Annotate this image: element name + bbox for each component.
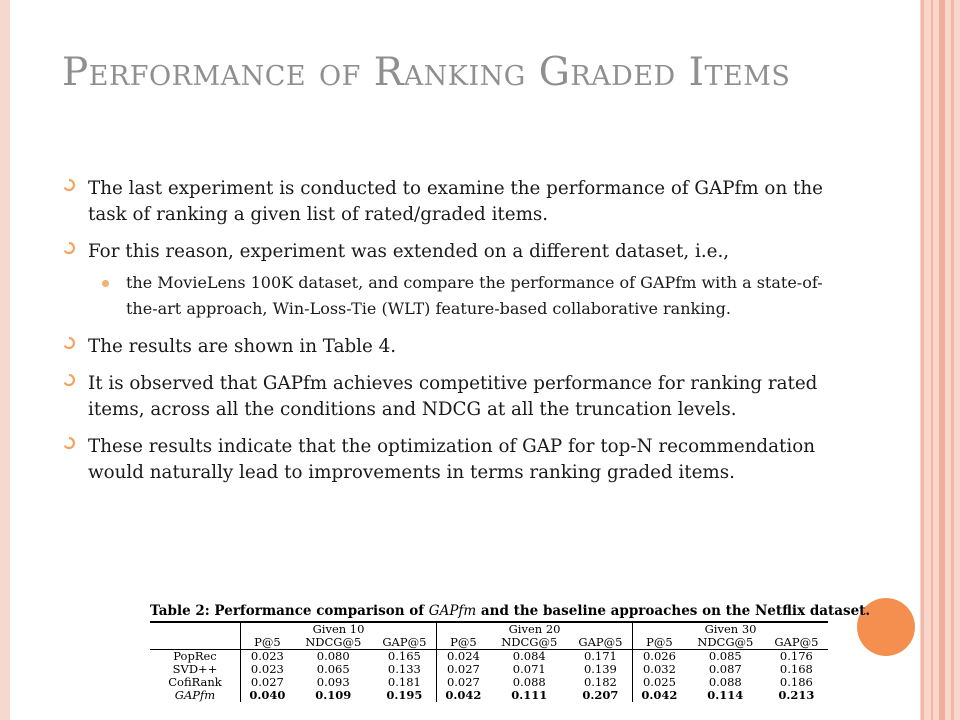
bullet-item <box>62 334 832 360</box>
metric-header: P@5 <box>437 636 490 650</box>
method-cell: CofiRank <box>168 675 222 689</box>
table-metric-header-row <box>150 636 828 650</box>
sub-bullet-text: the MovieLens 100K dataset, and compare the performance of GAPfm with a state-of-the-art approach, Win-Loss-Tie (WLT) feature-based collaborative ranking. <box>126 273 823 318</box>
frame-stripe <box>921 0 924 720</box>
value-cell: 0.071 <box>512 662 546 676</box>
metric-header: GAP@5 <box>382 635 427 649</box>
caption-method-name: GAPfm <box>428 603 477 619</box>
value-cell: 0.171 <box>583 649 617 663</box>
value-cell: 0.088 <box>708 675 742 689</box>
method-cell: SVD++ <box>172 662 218 676</box>
value-cell: 0.087 <box>708 662 742 676</box>
value-cell: 0.027 <box>437 676 490 689</box>
value-cell: 0.168 <box>779 662 813 676</box>
metric-header: NDCG@5 <box>501 635 558 649</box>
frame-stripe <box>939 0 945 720</box>
value-cell: 0.186 <box>779 675 813 689</box>
value-cell: 0.176 <box>779 649 813 663</box>
value-cell: 0.023 <box>241 663 294 676</box>
bullet-icon <box>62 178 76 192</box>
method-cell: GAPfm <box>174 688 216 702</box>
value-cell: 0.111 <box>511 688 548 702</box>
value-cell: 0.207 <box>582 688 619 702</box>
value-cell: 0.042 <box>633 689 686 702</box>
left-frame-strip <box>0 0 10 720</box>
metric-header: P@5 <box>633 636 686 650</box>
value-cell: 0.109 <box>315 688 352 702</box>
bullet-icon <box>62 436 76 450</box>
table-row <box>150 689 828 702</box>
value-cell: 0.088 <box>512 675 546 689</box>
table-caption <box>150 603 871 619</box>
table-group-header-row <box>150 622 828 636</box>
bullet-item <box>62 176 832 228</box>
value-cell: 0.165 <box>387 649 421 663</box>
metric-header: GAP@5 <box>774 635 819 649</box>
frame-stripe <box>951 0 954 720</box>
results-table <box>150 621 828 702</box>
bullet-text: These results indicate that the optimization of GAP for top-N recommendation would naturally lead to improvements in terms ranking graded items. <box>88 436 816 483</box>
group-header: Given 30 <box>633 622 828 636</box>
bullet-item <box>62 371 832 423</box>
value-cell: 0.139 <box>583 662 617 676</box>
caption-text: Table 2: Performance comparison of <box>150 603 429 619</box>
value-cell: 0.195 <box>386 688 423 702</box>
value-cell: 0.080 <box>316 649 350 663</box>
bullet-icon <box>62 336 76 350</box>
value-cell: 0.042 <box>437 689 490 702</box>
value-cell: 0.024 <box>437 650 490 664</box>
sub-bullet-dot-icon <box>102 280 109 287</box>
value-cell: 0.182 <box>583 675 617 689</box>
bullet-text: For this reason, experiment was extended on a different dataset, i.e., <box>88 241 730 262</box>
value-cell: 0.040 <box>241 689 294 702</box>
results-table-figure <box>150 603 871 702</box>
value-cell: 0.027 <box>437 663 490 676</box>
frame-stripe <box>931 0 933 720</box>
value-cell: 0.032 <box>633 663 686 676</box>
value-cell: 0.027 <box>241 676 294 689</box>
table-header-cell <box>150 636 241 650</box>
value-cell: 0.065 <box>316 662 350 676</box>
value-cell: 0.093 <box>316 675 350 689</box>
metric-header: P@5 <box>241 636 294 650</box>
value-cell: 0.023 <box>241 650 294 664</box>
metric-header: NDCG@5 <box>697 635 754 649</box>
table-row <box>150 650 828 664</box>
value-cell: 0.181 <box>387 675 421 689</box>
method-cell: PopRec <box>173 649 217 663</box>
bullet-icon <box>62 373 76 387</box>
value-cell: 0.084 <box>512 649 546 663</box>
caption-text: and the baseline approaches on the Netflix dataset. <box>476 603 871 619</box>
slide-title: Performance of Ranking Graded Items <box>62 50 791 95</box>
value-cell: 0.133 <box>387 662 421 676</box>
bullet-text: It is observed that GAPfm achieves competitive performance for ranking rated items, across all the conditions and NDCG at all the truncation levels. <box>88 373 818 420</box>
slide-body <box>62 176 832 497</box>
value-cell: 0.026 <box>633 650 686 664</box>
value-cell: 0.025 <box>633 676 686 689</box>
value-cell: 0.213 <box>778 688 815 702</box>
metric-header: GAP@5 <box>578 635 623 649</box>
value-cell: 0.085 <box>708 649 742 663</box>
bullet-item <box>62 434 832 486</box>
sub-bullet-item <box>62 270 832 322</box>
bullet-item <box>62 239 832 265</box>
bullet-icon <box>62 241 76 255</box>
table-header-cell <box>150 622 241 636</box>
value-cell: 0.114 <box>707 688 744 702</box>
bullet-text: The last experiment is conducted to examine the performance of GAPfm on the task of ranking a given list of rated/graded items. <box>88 178 823 225</box>
group-header: Given 20 <box>437 622 633 636</box>
group-header: Given 10 <box>241 622 437 636</box>
metric-header: NDCG@5 <box>305 635 362 649</box>
bullet-text: The results are shown in Table 4. <box>88 336 397 357</box>
